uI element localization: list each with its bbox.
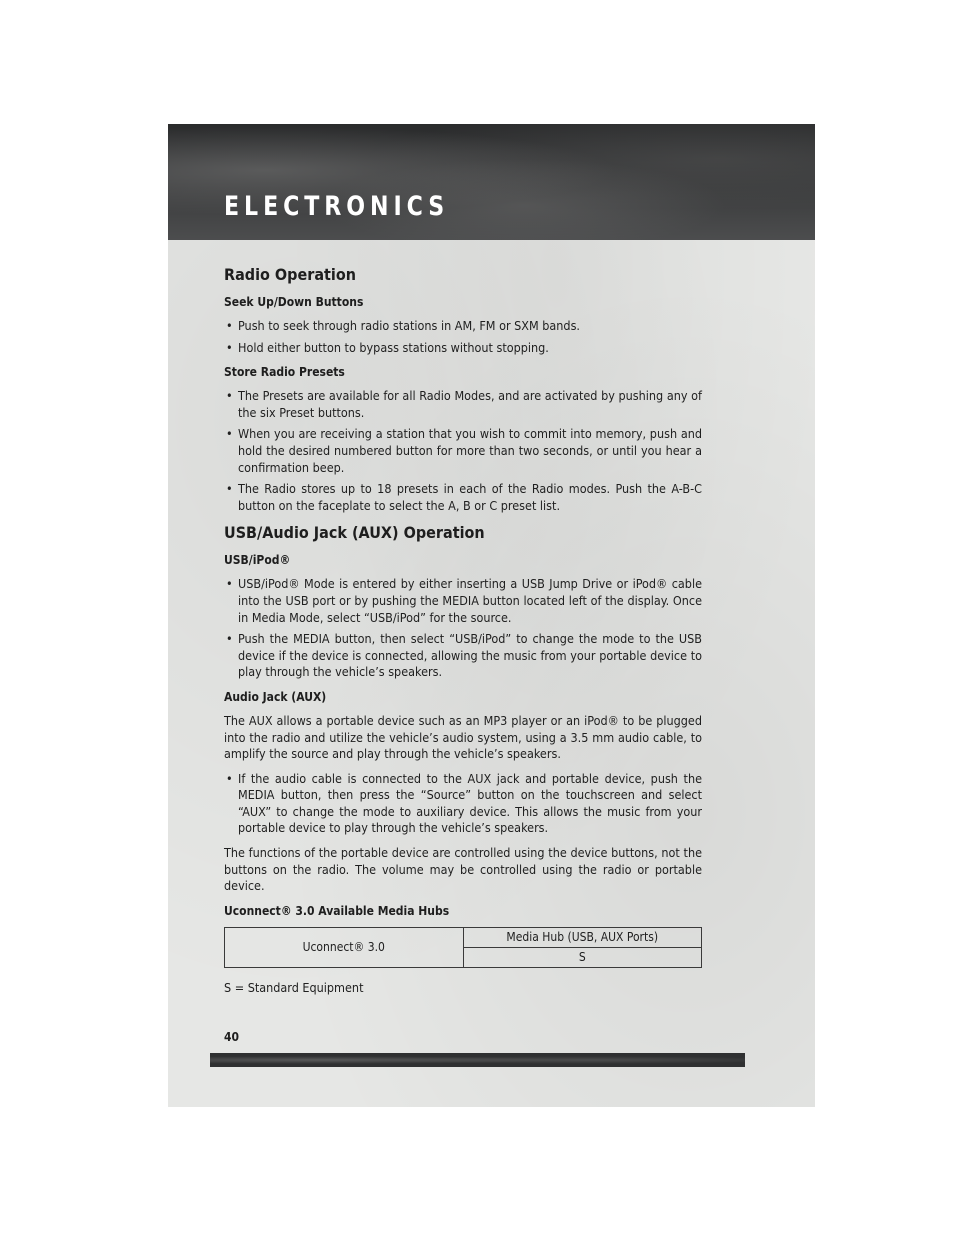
audio-jack-list xyxy=(224,771,702,837)
manual-page xyxy=(168,124,815,1107)
media-hubs-table xyxy=(224,927,702,968)
seek-buttons-list xyxy=(224,318,702,356)
store-presets-subheading: Store Radio Presets xyxy=(224,365,345,380)
table-column-header: Media Hub (USB, AUX Ports) xyxy=(463,927,702,947)
store-presets-list xyxy=(224,388,702,514)
page-number: 40 xyxy=(224,1030,240,1044)
list-item: • When you are receiving a station that you wish to commit into memory, push and hold the desired numbered button for more than two seconds, or until you hear a confirmation beep. xyxy=(224,426,702,476)
seek-buttons-subheading: Seek Up/Down Buttons xyxy=(224,295,364,309)
audio-jack-note: The functions of the portable device are controlled using the device buttons, not the buttons on the radio. The volume may be controlled using the radio or portable device. xyxy=(224,845,702,894)
section-title: ELECTRONICS xyxy=(224,191,450,222)
table-row-label: Uconnect® 3.0 xyxy=(225,927,464,967)
table-footnote: S = Standard Equipment xyxy=(224,979,364,995)
list-item: • Push the MEDIA button, then select “USB/iPod” to change the mode to the USB device if the device is connected, allowing the music from your portable device to play through the vehicle’s speakers. xyxy=(224,631,702,681)
audio-jack-intro: The AUX allows a portable device such as an MP3 player or an iPod® to be plugged into the radio and utilize the vehicle’s audio system, using a 3.5 mm audio cable, to amplify the source and play through the vehicle’s speakers. xyxy=(224,712,702,762)
usb-aux-operation-heading: USB/Audio Jack (AUX) Operation xyxy=(224,523,485,543)
list-item: • The Presets are available for all Radio Modes, and are activated by pushing any of the six Preset buttons. xyxy=(224,388,702,421)
section-header-banner xyxy=(168,124,815,240)
table-row xyxy=(225,927,702,947)
page-content xyxy=(224,264,702,996)
list-item: • The Radio stores up to 18 presets in each of the Radio modes. Push the A-B-C button on the faceplate to select the A, B or C preset list. xyxy=(224,481,702,514)
footer-bar xyxy=(210,1053,745,1067)
table-cell: S xyxy=(463,947,702,967)
media-hubs-subheading: Uconnect® 3.0 Available Media Hubs xyxy=(224,903,450,918)
radio-operation-heading: Radio Operation xyxy=(224,265,356,284)
usb-ipod-list xyxy=(224,576,702,681)
list-item: • Hold either button to bypass stations without stopping. xyxy=(224,340,702,357)
list-item: • USB/iPod® Mode is entered by either inserting a USB Jump Drive or iPod® cable into the USB port or by pushing the MEDIA button located left of the display. Once in Media Mode, select “USB/iPod” for the source. xyxy=(224,576,702,626)
list-item: • Push to seek through radio stations in AM, FM or SXM bands. xyxy=(224,318,702,335)
audio-jack-subheading: Audio Jack (AUX) xyxy=(224,689,327,704)
usb-ipod-subheading: USB/iPod® xyxy=(224,553,291,568)
list-item: • If the audio cable is connected to the AUX jack and portable device, push the MEDIA button, then press the “Source” button on the touchscreen and select “AUX” to change the mode to auxiliary device. This allows the music from your portable device to play through the vehicle’s speakers. xyxy=(224,771,702,837)
